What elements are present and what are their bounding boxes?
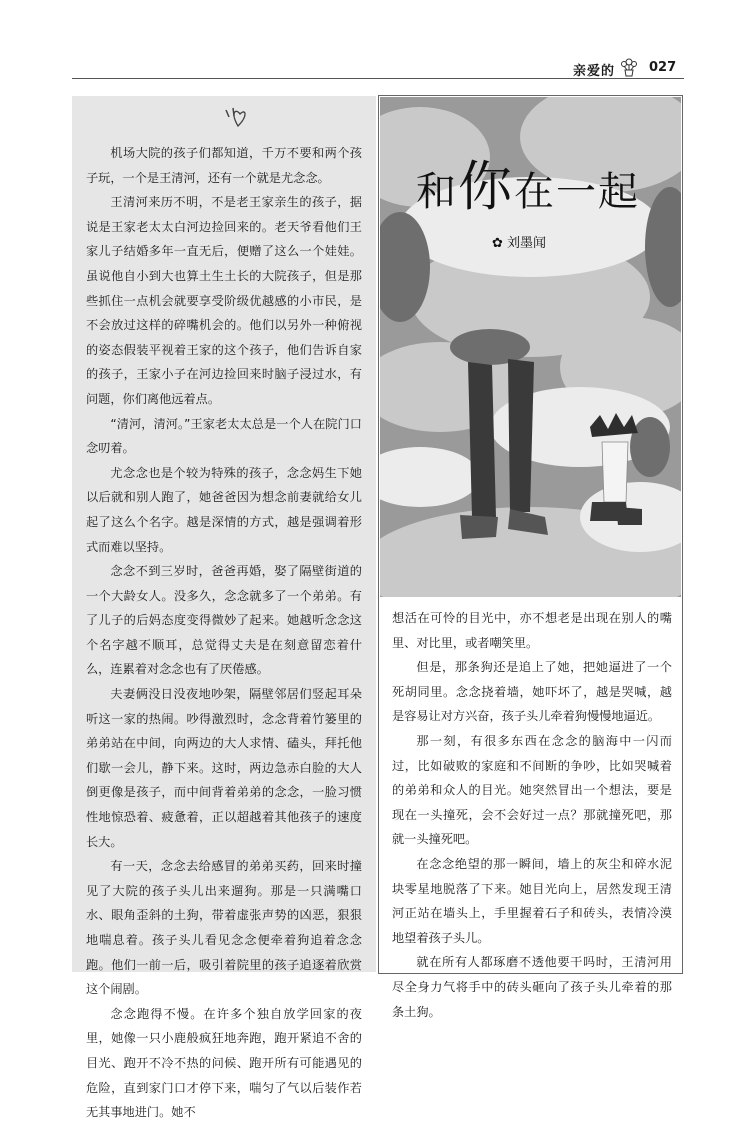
flower-pot-icon (617, 54, 641, 78)
paragraph: 想活在可怜的目光中，亦不想老是出现在别人的嘴里、对比里，或者嘲笑里。 (392, 611, 672, 650)
article-author: ✿ 刘墨闻 (492, 236, 547, 251)
paragraph: 念念不到三岁时，爸爸再婚，娶了隔壁街道的一个大龄女人。没多久，念念就多了一个弟弟。有了儿子的后妈态度变得微妙了起来。她越听念念这个名字越不顺耳，总觉得丈夫是在刻意留恋着什么，连累着对念念也有了厌倦感。 (86, 564, 362, 677)
left-column (72, 96, 376, 1120)
paragraph: 有一天，念念去给感冒的弟弟买药，回来时撞见了大院的孩子头儿出来遛狗。那是一只满嘴口水、眼角歪斜的土狗，带着虚张声势的凶恶，狠狠地喘息着。孩子头儿看见念念便牵着狗追着念念跑。他们一前一后，吸引着院里的孩子追逐着欣赏这个闹剧。 (86, 859, 362, 997)
section-title: 亲爱的 (573, 64, 616, 79)
right-body-text (392, 606, 672, 1024)
decorative-mark-icon (220, 104, 256, 136)
paragraph: 念念跑得不慢。在许多个独自放学回家的夜里，她像一只小鹿般疯狂地奔跑，跑开紧追不舍的目光、跑开不冷不热的问候、跑开所有可能遇见的危险，直到家门口才停下来，喘匀了气以后装作若无其事地进门。她不 (86, 1006, 362, 1120)
illustration (380, 97, 681, 597)
left-body-text (86, 141, 362, 1125)
paragraph: 机场大院的孩子们都知道，千万不要和两个孩子玩，一个是王清河，还有一个就是尤念念。 (86, 146, 362, 185)
paragraph: 王清河来历不明，不是老王家亲生的孩子，据说是王家老太太白河边捡回来的。老天爷看他们王家儿子结婚多年一直无后，便赠了这么一个娃娃。虽说他自小到大也算土生土长的大院孩子，但是那些抓住一点机会就要享受阶级优越感的小市民，是不会放过这样的碎嘴机会的。他们以另外一种俯视的姿态假装平视着王家的这个孩子，他们告诉自家的孩子，王家小子在河边捡回来时脑子浸过水，有问题，你们离他远着点。 (86, 195, 362, 406)
running-header (0, 60, 750, 82)
article-title: 和你在一起 (416, 155, 640, 218)
paragraph: 在念念绝望的那一瞬间，墙上的灰尘和碎水泥块零星地脱落了下来。她目光向上，居然发现王清河正站在墙头上，手里握着石子和砖头，表情冷漠地望着孩子头儿。 (392, 856, 672, 945)
paragraph: 那一刻，有很多东西在念念的脑海中一闪而过，比如破败的家庭和不间断的争吵，比如哭喊着的弟弟和众人的目光。她突然冒出一个想法，要是现在一头撞死，会不会好过一点？那就撞死吧，那就一头撞死吧。 (392, 733, 672, 847)
paragraph: 就在所有人都琢磨不透他要干吗时，王清河用尽全身力气将手中的砖头砸向了孩子头儿牵着的那条土狗。 (392, 955, 672, 1019)
paragraph: 但是，那条狗还是追上了她，把她逼进了一个死胡同里。念念挠着墙，她吓坏了，越是哭喊，越是容易让对方兴奋，孩子头儿牵着狗慢慢地逼近。 (392, 660, 672, 724)
page-number: 027 (649, 60, 677, 75)
article-box (378, 95, 683, 1019)
paragraph: “清河，清河。”王家老太太总是一个人在院门口念叨着。 (86, 416, 362, 456)
paragraph: 夫妻俩没日没夜地吵架，隔壁邻居们竖起耳朵听这一家的热闹。吵得激烈时，念念背着竹篓里的弟弟站在中间，向两边的大人求情、磕头，拜托他们歇一会儿，静下来。这时，两边急赤白脸的大人倒更像是孩子，而中间背着弟弟的念念，一脸习惯性地惊恐着、疲惫着，正以超越着其他孩子的速度长大。 (86, 687, 362, 849)
paragraph: 尤念念也是个较为特殊的孩子，念念妈生下她以后就和别人跑了，她爸爸因为想念前妻就给女儿起了这么个名字。越是深情的方式，越是强调着形式而难以坚持。 (86, 465, 362, 554)
